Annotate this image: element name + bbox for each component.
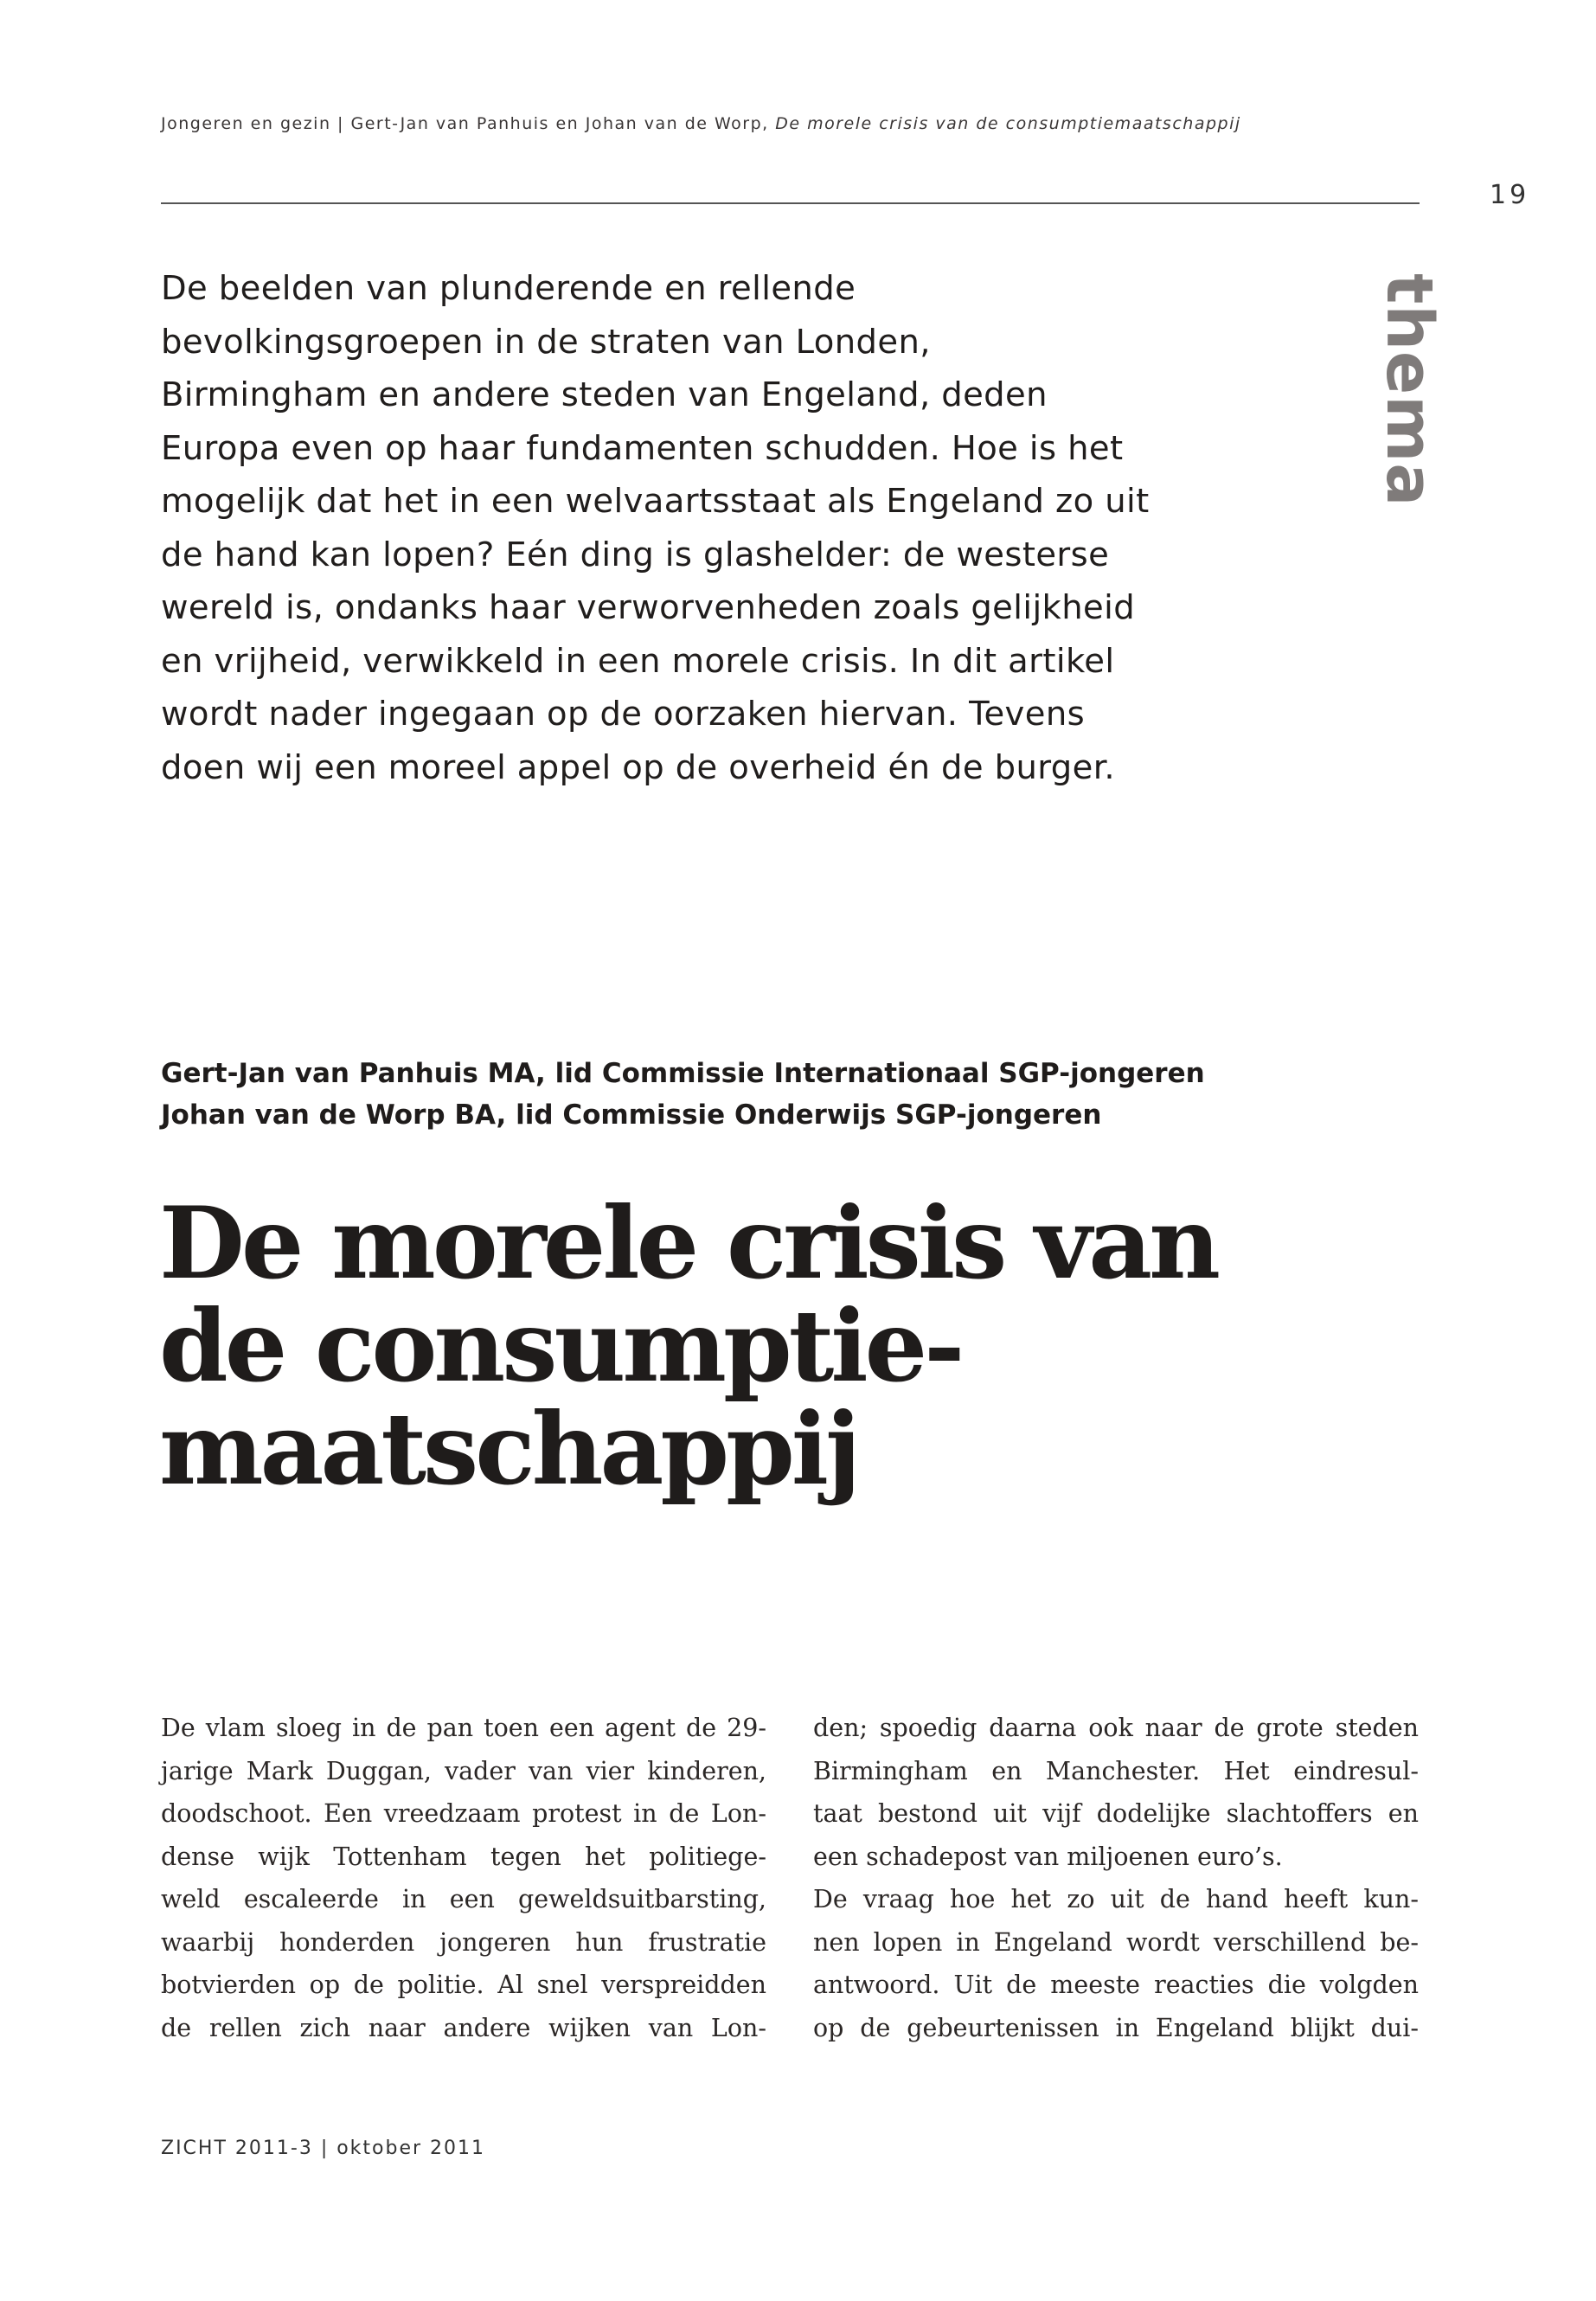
body-line: dense wijk Tottenham tegen het politiege- [161, 1842, 766, 1871]
body-line: Birmingham en Manchester. Het eindresul- [813, 1756, 1419, 1785]
article-title [159, 1185, 1217, 1507]
intro-line: Birmingham en andere steden van Engeland, deden [161, 375, 1048, 414]
body-line: taat bestond uit vijf dodelijke slachtoffers en [813, 1799, 1419, 1828]
body-line: doodschoot. Een vreedzaam protest in de Lon- [161, 1799, 766, 1828]
body-line: op de gebeurtenissen in Engeland blijkt dui- [813, 2013, 1419, 2042]
body-line: botvierden op de politie. Al snel verspreidden [161, 1971, 766, 1999]
running-head-authors: Jongeren en gezin | Gert-Jan van Panhuis en Johan van de Worp, [161, 114, 776, 133]
intro-line: bevolkingsgroepen in de straten van Londen, [161, 322, 931, 362]
body-line: den; spoedig daarna ook naar de grote steden [813, 1714, 1419, 1742]
page-number: 19 [1490, 180, 1530, 210]
body-line: antwoord. Uit de meeste reacties die volgden [813, 1971, 1419, 1999]
intro-line: de hand kan lopen? Eén ding is glashelder: de westerse [161, 535, 1110, 574]
intro-line: mogelijk dat het in een welvaartsstaat als Engeland zo uit [161, 482, 1150, 521]
intro-line: Europa even op haar fundamenten schudden. Hoe is het [161, 428, 1124, 468]
intro-line: De beelden van plunderende en rellende [161, 269, 856, 308]
body-column-right [813, 1707, 1419, 2049]
title-line: de consumptie- [159, 1288, 962, 1404]
title-line: De morele crisis van [159, 1185, 1217, 1301]
body-line: nen lopen in Engeland wordt verschillend be- [813, 1927, 1419, 1957]
body-line: jarige Mark Duggan, vader van vier kinderen, [161, 1756, 766, 1785]
section-label-text: thema [1372, 273, 1446, 508]
intro-line: wereld is, ondanks haar verworvenheden zoals gelijkheid [161, 588, 1136, 627]
body-line: De vlam sloeg in de pan toen een agent de 29- [161, 1714, 766, 1742]
page-footer: ZICHT 2011-3 | oktober 2011 [161, 2138, 486, 2159]
body-column-left [161, 1707, 766, 2049]
intro-lead [161, 262, 1156, 794]
body-line: een schadepost van miljoenen euro’s. [813, 1842, 1283, 1871]
author-1: Gert-Jan van Panhuis MA, lid Commissie Internationaal SGP-jongeren [161, 1058, 1205, 1089]
section-label [1372, 273, 1446, 508]
body-line: waarbij honderden jongeren hun frustratie [161, 1927, 766, 1957]
intro-line: wordt nader ingegaan op de oorzaken hiervan. Tevens [161, 695, 1086, 734]
header-rule [161, 202, 1420, 204]
running-head-article-title: De morele crisis van de consumptiemaatschappij [775, 114, 1241, 133]
intro-line: en vrijheid, verwikkeld in een morele crisis. In dit artikel [161, 641, 1115, 681]
intro-line: doen wij een moreel appel op de overheid én de burger. [161, 747, 1116, 787]
author-2: Johan van de Worp BA, lid Commissie Onderwijs SGP-jongeren [161, 1099, 1102, 1131]
body-line: de rellen zich naar andere wijken van Lon- [161, 2013, 766, 2042]
body-line: weld escaleerde in een geweldsuitbarsting, [161, 1885, 766, 1913]
body-line: De vraag hoe het zo uit de hand heeft kun- [813, 1885, 1419, 1913]
title-line: maatschappij [159, 1391, 858, 1507]
author-byline [161, 1053, 1205, 1136]
running-head [161, 114, 1241, 133]
